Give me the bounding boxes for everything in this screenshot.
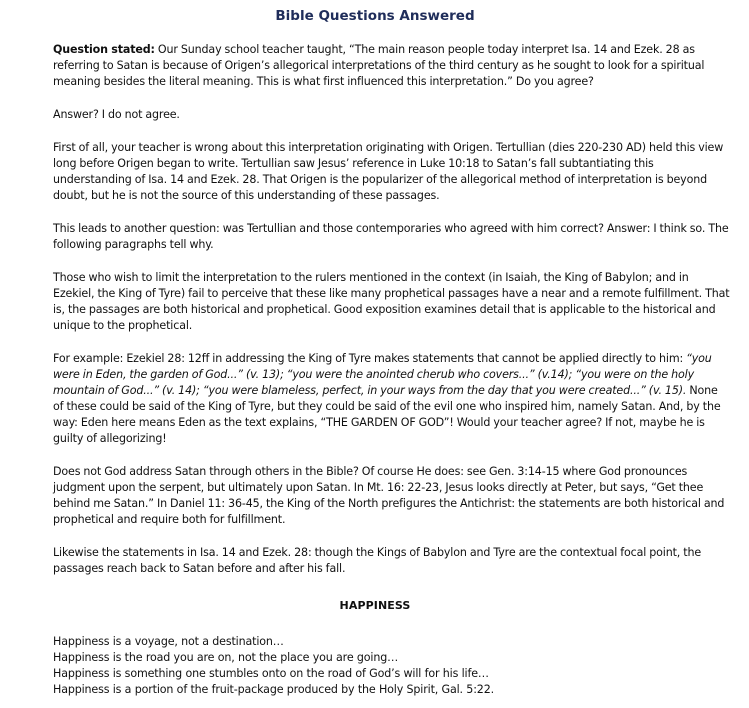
example-quote-3: “you were on the holy mountain of God...” (v. 14); bbox=[53, 368, 695, 397]
question-paragraph bbox=[53, 42, 731, 90]
question-text: Our Sunday school teacher taught, “The main reason people today interpret Isa. 14 and Ezek. 28 as referring to Satan is because of Origen’s allegorical interpretations of the third century as he sought to look for a spiritual meaning besides the literal meaning. This is what first influenced this interpretation.” Do you agree? bbox=[53, 43, 705, 88]
poem-line: Happiness is something one stumbles onto on the road of God’s will for his life… bbox=[53, 667, 489, 680]
example-intro: For example: Ezekiel 28: 12ff in addressing the King of Tyre makes statements that cannot be applied directly to him: bbox=[53, 352, 687, 365]
poem-line: Happiness is the road you are on, not the place you are going… bbox=[53, 651, 399, 664]
paragraph-interpretation: Those who wish to limit the interpretation to the rulers mentioned in the context (in Isaiah, the King of Babylon; and in Ezekiel, the King of Tyre) fail to perceive that these like many prophetical passages have a near and a remote fulfillment. That is, the passages are both historical and prophetical. Good exposition examines detail that is applicable to the historical and unique to the prophetical. bbox=[53, 271, 730, 332]
answer-paragraph: Answer? I do not agree. bbox=[53, 108, 180, 121]
paragraph-likewise: Likewise the statements in Isa. 14 and Ezek. 28: though the Kings of Babylon and Tyre are the contextual focal point, the passages reach back to Satan before and after his fall. bbox=[53, 546, 702, 575]
example-quote-1: “you were in Eden, the garden of God...” (v. 13); bbox=[53, 352, 712, 381]
paragraph-tertullian: This leads to another question: was Tertullian and those contemporaries who agreed with him correct? Answer: I think so. The following paragraphs tell why. bbox=[53, 222, 729, 251]
poem-line: Happiness is a voyage, not a destination… bbox=[53, 635, 284, 648]
example-rest: None of these could be said of the King of Tyre, but they could be said of the evil one who inspired him, namely Satan. And, by the way: Eden here means Eden as the text explains, “THE GARDEN OF GOD”! Would your teacher agree? If not, maybe he is guilty of allegorizing! bbox=[53, 384, 721, 445]
paragraph-satan-address: Does not God address Satan through others in the Bible? Of course He does: see Gen. 3:14-15 where God pronounces judgment upon the serpent, but ultimately upon Satan. In Mt. 16: 22-23, Jesus looks directly at Peter, but says, “Get thee behind me Satan.” In Daniel 11: 36-45, the King of the North prefigures the Antichrist: the statements are both historical and prophetical and require both for fulfillment. bbox=[53, 465, 725, 526]
paragraph-origen: First of all, your teacher is wrong about this interpretation originating with Origen. Tertullian (dies 220-230 AD) held this view long before Origen began to write. Tertullian saw Jesus’ reference in Luke 10:18 to Satan’s fall subtantiating this understanding of Isa. 14 and Ezek. 28. That Origen is the popularizer of the allegorical method of interpretation is beyond doubt, but he is not the source of this understanding of these passages. bbox=[53, 141, 724, 202]
example-quote-4: “you were blameless, perfect, in your ways from the day that you were created...” (v. 15). bbox=[202, 384, 687, 397]
page-title: Bible Questions Answered bbox=[275, 8, 475, 24]
section-heading: HAPPINESS bbox=[339, 599, 411, 612]
example-quote-2: “you were the anointed cherub who covers...” (v.14); bbox=[286, 368, 576, 381]
poem-line: Happiness is a portion of the fruit-package produced by the Holy Spirit, Gal. 5:22. bbox=[53, 683, 494, 696]
paragraph-example bbox=[53, 351, 731, 447]
question-label: Question stated: bbox=[53, 43, 155, 56]
